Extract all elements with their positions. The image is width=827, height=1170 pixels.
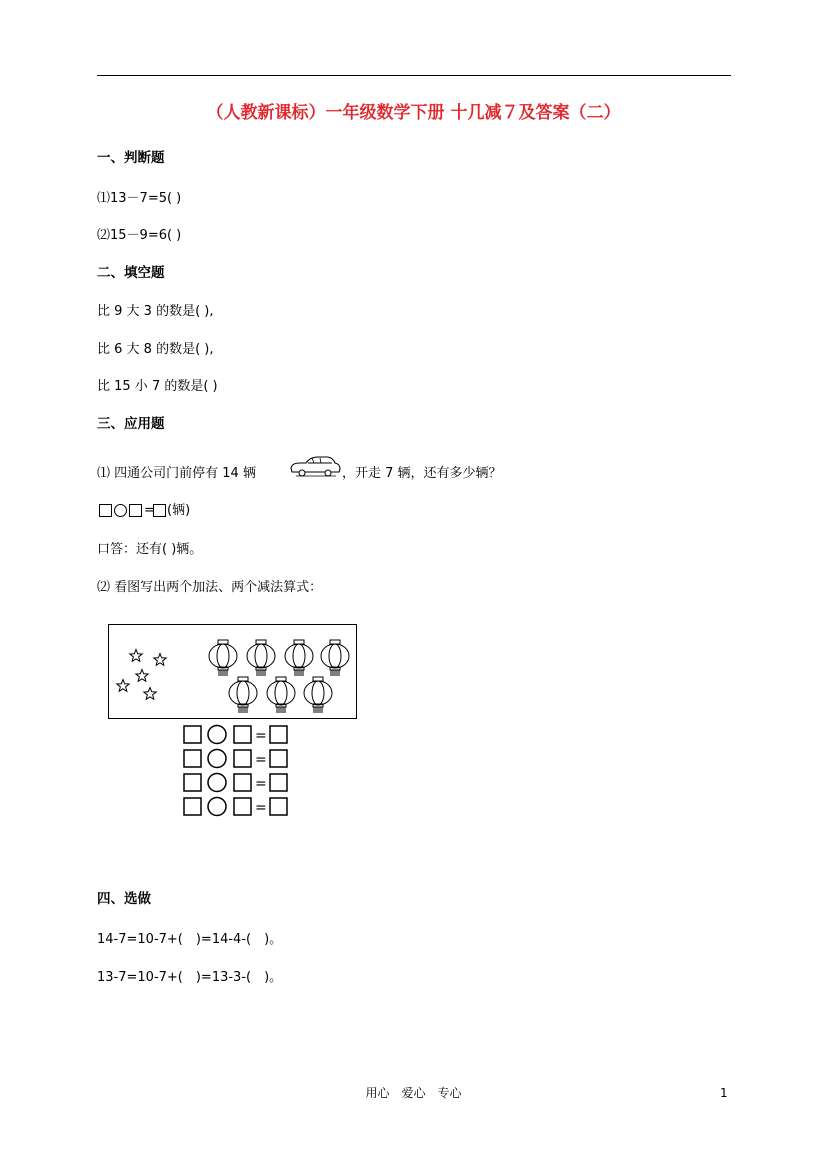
blank-circle [208, 726, 226, 744]
judge-item-1: ⑴13－7=5( ) [97, 191, 182, 206]
page-number: 1 [720, 1086, 728, 1100]
equals-sign: = [255, 776, 267, 792]
equation-grid [182, 724, 292, 824]
blank-box [234, 774, 251, 791]
star-icon [136, 670, 148, 682]
star-icon [154, 654, 166, 666]
lantern-icon [285, 640, 313, 676]
blank-box [129, 504, 142, 517]
blank-box [270, 750, 287, 767]
lantern-icon [247, 640, 275, 676]
fill-item-1: 比 9 大 3 的数是( ), [97, 304, 214, 319]
section-heading-3: 三、应用题 [97, 416, 165, 432]
lantern-icon [209, 640, 237, 676]
footer-motto: 用心 爱心 专心 [365, 1086, 462, 1100]
blank-box [153, 504, 166, 517]
blank-box [184, 726, 201, 743]
blank-box [270, 726, 287, 743]
blank-box [234, 750, 251, 767]
equals-sign: = [255, 728, 267, 744]
word-problem-1-end: ，开走 7 辆，还有多少辆？ [342, 466, 502, 481]
blank-box [99, 504, 112, 517]
header-rule [97, 75, 731, 76]
equals-sign: = [255, 752, 267, 768]
car-icon [288, 452, 342, 480]
equals-sign: = [144, 503, 155, 518]
blank-box [270, 774, 287, 791]
blank-box [184, 798, 201, 815]
blank-circle [208, 774, 226, 792]
star-icon [117, 680, 129, 692]
lantern-icon [267, 677, 295, 713]
blank-circle [208, 798, 226, 816]
judge-item-2: ⑵15－9=6( ) [97, 228, 182, 243]
picture-content [108, 624, 357, 719]
lantern-icon [321, 640, 349, 676]
blank-box [270, 798, 287, 815]
fill-item-2: 比 6 大 8 的数是( ), [97, 342, 214, 357]
blank-box [184, 750, 201, 767]
word-problem-2: ⑵ 看图写出两个加法、两个减法算式： [97, 580, 323, 595]
equation-row [184, 726, 287, 745]
optional-item-1: 14-7=10-7+( )=14-4-( )。 [97, 932, 283, 947]
section-heading-1: 一、判断题 [97, 150, 165, 166]
equation-row [184, 750, 287, 769]
optional-item-2: 13-7=10-7+( )=13-3-( )。 [97, 970, 283, 985]
section-heading-2: 二、填空题 [97, 265, 165, 281]
equation-row [184, 774, 287, 793]
page-title: （人教新课标）一年级数学下册 十几减７及答案（二） [206, 103, 621, 123]
lantern-icon [304, 677, 332, 713]
unit-label: (辆) [167, 503, 191, 518]
blank-box [234, 726, 251, 743]
equation-row [184, 798, 287, 817]
blank-box [234, 798, 251, 815]
oral-answer: 口答：还有( )辆。 [97, 542, 203, 557]
star-icon [130, 650, 142, 662]
lantern-icon [229, 677, 257, 713]
star-icon [144, 688, 156, 700]
fill-item-3: 比 15 小 7 的数是( ) [97, 379, 218, 394]
blank-circle [208, 750, 226, 768]
section-heading-4: 四、选做 [97, 891, 151, 907]
equals-sign: = [255, 800, 267, 816]
blank-box [184, 774, 201, 791]
word-problem-1-start: ⑴ 四通公司门前停有 14 辆 [97, 466, 256, 481]
blank-circle [114, 504, 127, 517]
